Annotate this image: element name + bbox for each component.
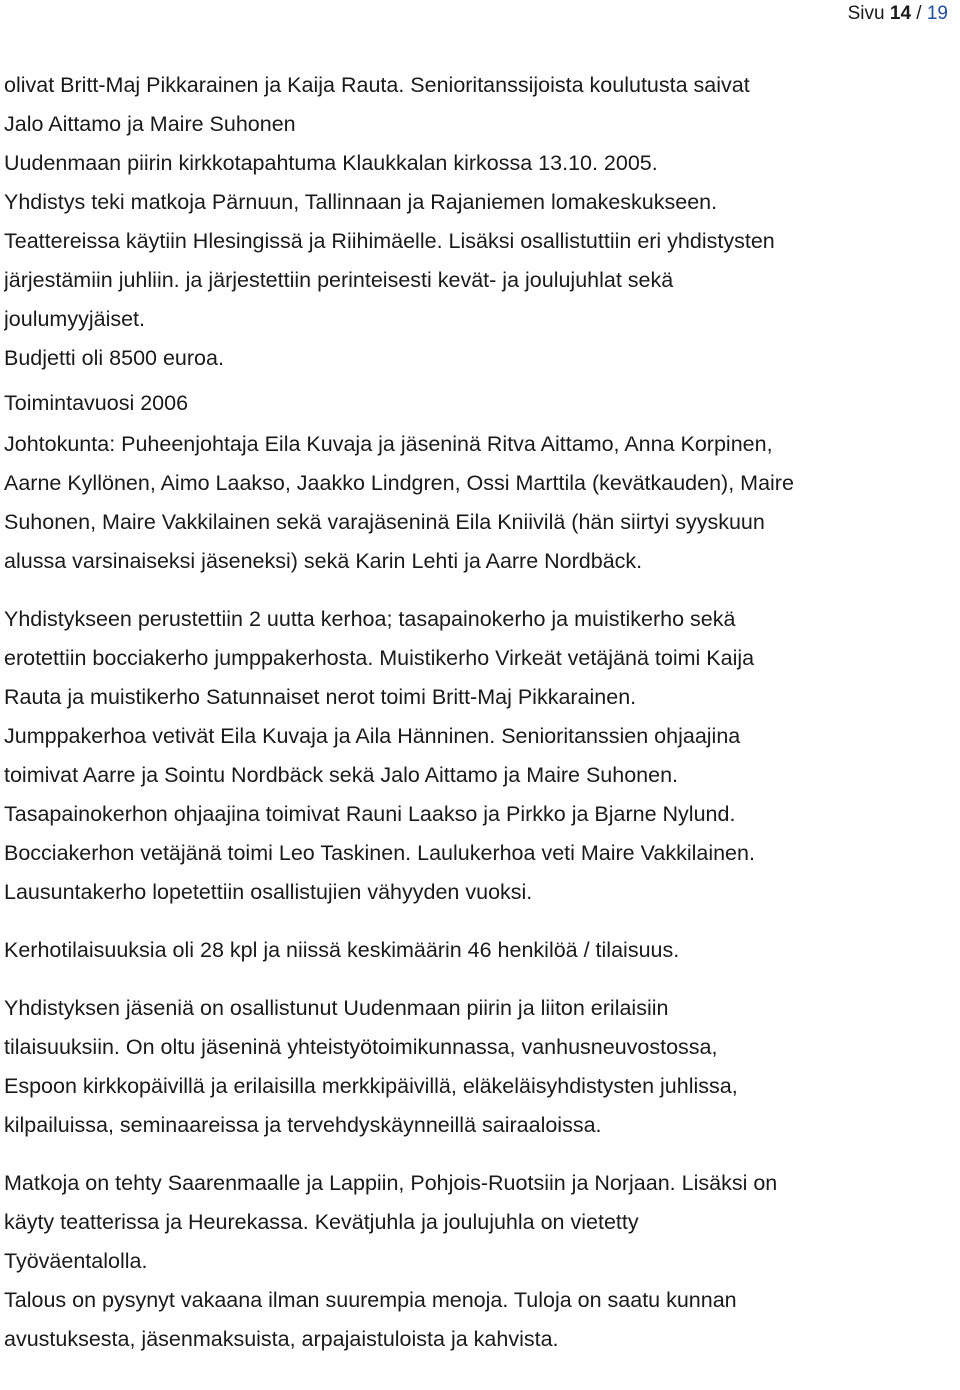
text-line: joulumyyjäiset. xyxy=(4,307,145,331)
text-line: Rauta ja muistikerho Satunnaiset nerot toimi Britt-Maj Pikkarainen. xyxy=(4,685,637,709)
text-line: Jalo Aittamo ja Maire Suhonen xyxy=(4,112,296,136)
text-line: Matkoja on tehty Saarenmaalle ja Lappiin, Pohjois-Ruotsiin ja Norjaan. Lisäksi on xyxy=(4,1171,778,1195)
text-line: Johtokunta: Puheenjohtaja Eila Kuvaja ja jäseninä Ritva Aittamo, Anna Korpinen, xyxy=(4,432,773,456)
text-line: Yhdistys teki matkoja Pärnuun, Tallinnaan ja Rajaniemen lomakeskukseen. xyxy=(4,190,718,214)
text-line: Kerhotilaisuuksia oli 28 kpl ja niissä keskimäärin 46 henkilöä / tilaisuus. xyxy=(4,938,680,962)
text-line: järjestämiin juhliin. ja järjestettiin perinteisesti kevät- ja joulujuhlat sekä xyxy=(4,268,674,292)
text-line: Suhonen, Maire Vakkilainen sekä varajäseninä Eila Kniivilä (hän siirtyi syyskuun xyxy=(4,510,765,534)
page-number xyxy=(848,4,948,24)
paragraph-clubs xyxy=(4,600,949,912)
text-line: kilpailuissa, seminaareissa ja tervehdyskäynneillä sairaaloissa. xyxy=(4,1113,602,1137)
paragraph-board xyxy=(4,425,949,581)
text-line: Bocciakerhon vetäjänä toimi Leo Taskinen. Laulukerhoa veti Maire Vakkilainen. xyxy=(4,841,755,865)
text-line: Teattereissa käytiin Hlesingissä ja Riihimäelle. Lisäksi osallistuttiin eri yhdistysten xyxy=(4,229,775,253)
text-line: Talous on pysynyt vakaana ilman suurempia menoja. Tuloja on saatu kunnan xyxy=(4,1288,737,1312)
text-line: Budjetti oli 8500 euroa. xyxy=(4,346,224,370)
paragraph-meetings xyxy=(4,931,949,970)
text-line: olivat Britt-Maj Pikkarainen ja Kaija Rauta. Senioritanssijoista koulutusta saivat xyxy=(4,73,750,97)
text-line: Työväentalolla. xyxy=(4,1249,148,1273)
section-title: Toimintavuosi 2006 xyxy=(4,391,189,415)
text-line: tilaisuuksiin. On oltu jäseninä yhteistyötoimikunnassa, vanhusneuvostossa, xyxy=(4,1035,718,1059)
text-line: käyty teatterissa ja Heurekassa. Kevätjuhla ja joulujuhla on vietetty xyxy=(4,1210,639,1234)
text-line: Tasapainokerhon ohjaajina toimivat Rauni Laakso ja Pirkko ja Bjarne Nylund. xyxy=(4,802,736,826)
text-line: alussa varsinaiseksi jäseneksi) sekä Karin Lehti ja Aarre Nordbäck. xyxy=(4,549,643,573)
document-body xyxy=(4,66,949,1359)
text-line: Lausuntakerho lopetettiin osallistujien vähyyden vuoksi. xyxy=(4,880,533,904)
paragraph-2005-activities xyxy=(4,66,949,378)
page-number-current: 14 xyxy=(889,3,912,24)
text-line: Yhdistyksen jäseniä on osallistunut Uudenmaan piirin ja liiton erilaisiin xyxy=(4,996,669,1020)
page-number-total: 19 xyxy=(926,3,948,24)
page-number-prefix: Sivu xyxy=(847,3,885,24)
paragraph-finance xyxy=(4,1281,949,1359)
paragraph-events xyxy=(4,989,949,1145)
text-line: Jumppakerhoa vetivät Eila Kuvaja ja Aila Hänninen. Senioritanssien ohjaajina xyxy=(4,724,741,748)
text-line: avustuksesta, jäsenmaksuista, arpajaistuloista ja kahvista. xyxy=(4,1327,559,1351)
text-line: Uudenmaan piirin kirkkotapahtuma Klaukkalan kirkossa 13.10. 2005. xyxy=(4,151,658,175)
paragraph-trips xyxy=(4,1164,949,1281)
text-line: toimivat Aarre ja Sointu Nordbäck sekä Jalo Aittamo ja Maire Suhonen. xyxy=(4,763,679,787)
text-line: Yhdistykseen perustettiin 2 uutta kerhoa; tasapainokerho ja muistikerho sekä xyxy=(4,607,736,631)
page-number-separator: / xyxy=(916,3,922,24)
text-line: Aarne Kyllönen, Aimo Laakso, Jaakko Lindgren, Ossi Marttila (kevätkauden), Maire xyxy=(4,471,794,495)
text-line: erotettiin bocciakerho jumppakerhosta. Muistikerho Virkeät vetäjänä toimi Kaija xyxy=(4,646,755,670)
text-line: Espoon kirkkopäivillä ja erilaisilla merkkipäivillä, eläkeläisyhdistysten juhlissa, xyxy=(4,1074,738,1098)
